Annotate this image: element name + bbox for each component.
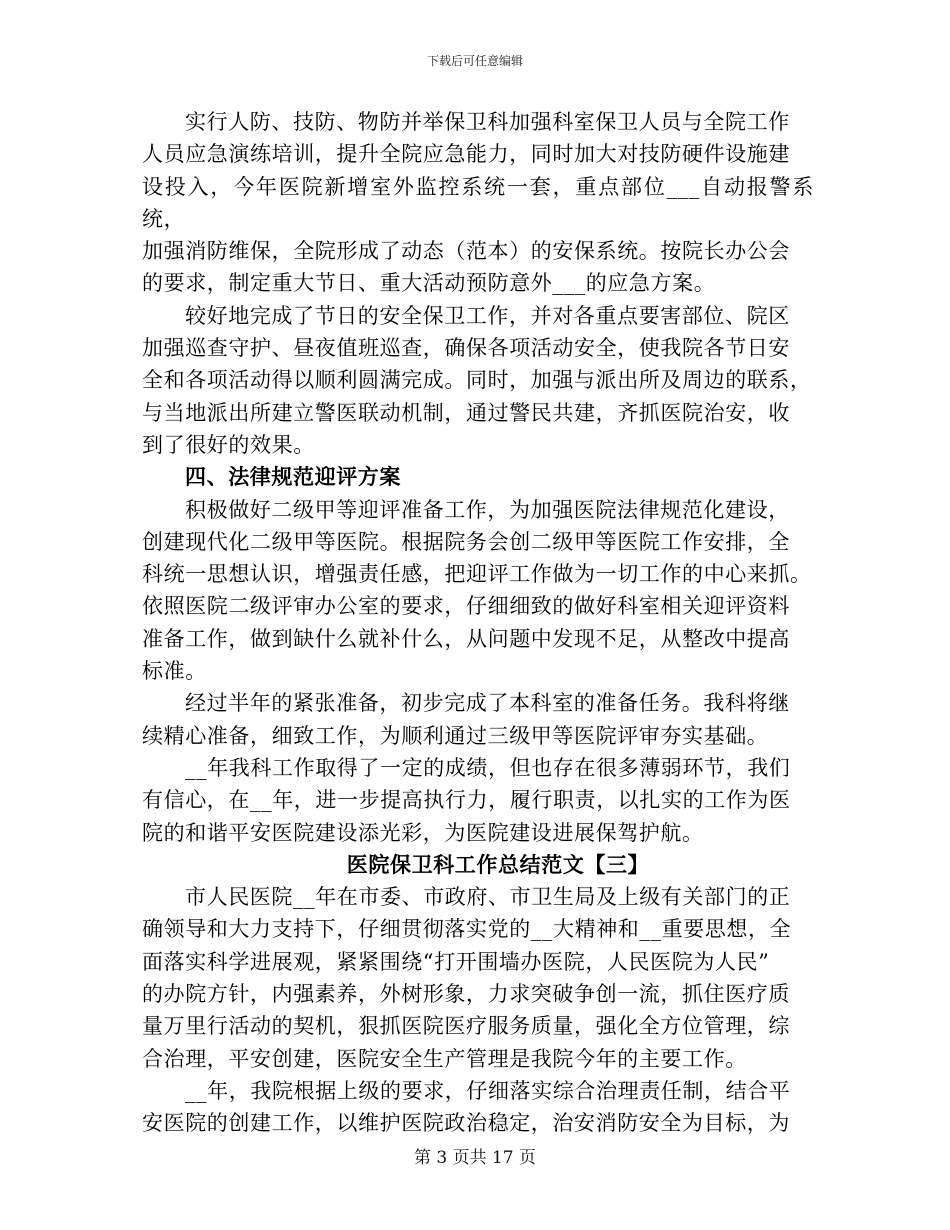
paragraph-half-year-progress: 经过半年的紧张准备，初步完成了本科室的准备任务。我科将继 续精心准备，细致工作，为顺利通过三级甲等医院评审夯实基础。 bbox=[142, 691, 790, 748]
paragraph-holiday-security: 较好地完成了节日的安全保卫工作，并对各重点要害部位、院区 加强巡查守护、昼夜值班巡查，确保各项活动安全，使我院各节日安 全和各项活动得以顺利圆满完成。同时，加强与派出所及周边的联系， 与当地派出所建立警医联动机制，通过警民共建，齐抓医院治安，收 到了很好的效果。 bbox=[142, 303, 812, 457]
paragraph-hospital-overview: 市人民医院__年在市委、市政府、市卫生局及上级有关部门的正 确领导和大力支持下，仔细贯彻落实党的__大精神和__重要思想，全 面落实科学进展观，紧紧围绕“打开围墙办医院，人民医院为人民” 的办院方针，内强素养，外树形象，力求突破争创一流，抓住医疗质 量万里行活动的契机，狠抓医院医疗服务质量，强化全方位管理，综 合治理，平安创建，医院安全生产管理是我院今年的主要工作。 bbox=[142, 885, 792, 1071]
paragraph-year-summary: __年我科工作取得了一定的成绩，但也存在很多薄弱环节，我们 有信心，在__年，进一步提高执行力，履行职责，以扎实的工作为医 院的和谐平安医院建设添光彩，为医院建设进展保驾护航。 bbox=[142, 755, 791, 845]
section-heading-legal-review: 四、法律规范迎评方案 bbox=[185, 464, 401, 490]
paragraph-accreditation-prep: 积极做好二级甲等迎评准备工作，为加强医院法律规范化建设， 创建现代化二级甲等医院。根据院务会创二级甲等医院工作安排，全 科统一思想认识，增强责任感，把迎评工作做为一切工作的中心来抓。 依照医院二级评审办公室的要求，仔细细致的做好科室相关迎评资料 准备工作，做到缺什么就补什么，从问题中发现不足，从整改中提高 标准。 bbox=[142, 497, 812, 684]
paragraph-security-measures: 实行人防、技防、物防并举保卫科加强科室保卫人员与全院工作 人员应急演练培训，提升全院应急能力，同时加大对技防硬件设施建 设投入，今年医院新增室外监控系统一套，重点部位___自动报警系统， 加强消防维保，全院形成了动态（范本）的安保系统。按院长办公会 的要求，制定重大节日、重大活动预防意外___的应急方案。 bbox=[142, 110, 814, 296]
page-header: 下载后可任意编辑 bbox=[426, 54, 523, 68]
document-body bbox=[142, 106, 814, 1140]
document-title-part-three: 医院保卫科工作总结范文【三】 bbox=[346, 851, 650, 877]
page-footer: 第 3 页共 17 页 bbox=[413, 1148, 537, 1168]
paragraph-responsibility-system: __年，我院根据上级的要求，仔细落实综合治理责任制，结合平 安医院的创建工作，以维护医院政治稳定，治安消防安全为目标，为 bbox=[142, 1078, 791, 1136]
